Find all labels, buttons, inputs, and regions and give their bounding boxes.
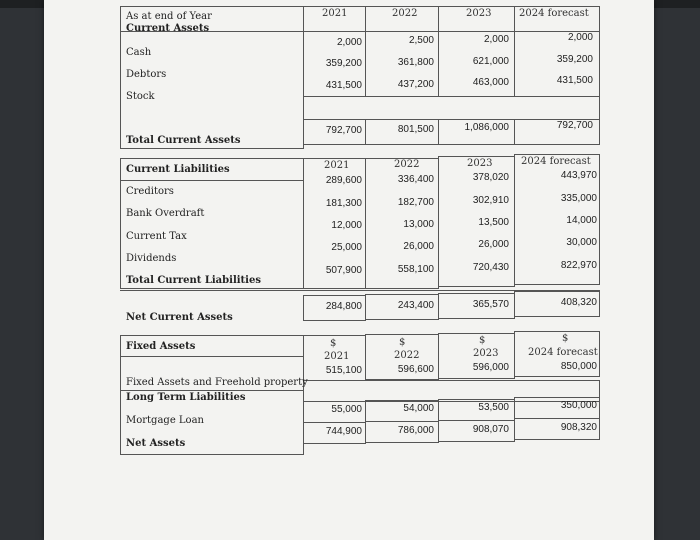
creditors-2022: 336,400: [397, 174, 434, 185]
current-tax-label: Current Tax: [126, 231, 187, 242]
current-liabilities-heading: Current Liabilities: [126, 164, 230, 175]
fixed-assets-heading: Fixed Assets: [126, 341, 196, 352]
total-current-liabilities-2024: 822,970: [560, 260, 597, 271]
bank-overdraft-2023: 302,910: [472, 195, 509, 206]
creditors-2024: 443,970: [560, 170, 597, 181]
as-at-end-of-year-label: As at end of Year: [126, 11, 212, 22]
dividends-2021: 25,000: [331, 242, 362, 253]
current-tax-2023: 13,500: [478, 217, 509, 228]
net-assets-2021: 744,900: [325, 426, 362, 437]
mortgage-loan-label: Mortgage Loan: [126, 415, 204, 426]
bank-overdraft-2021: 181,300: [325, 198, 362, 209]
total-current-assets-2024: 792,700: [556, 120, 593, 131]
dividends-2022: 26,000: [403, 241, 434, 252]
cash-2021: 2,000: [336, 37, 362, 48]
net-assets-2024: 908,320: [560, 422, 597, 433]
dividends-2023: 26,000: [478, 239, 509, 250]
net-assets-2023: 908,070: [472, 424, 509, 435]
cl-bottom-rule: [120, 290, 600, 291]
fa-divider2: [120, 390, 304, 391]
total-current-assets-2023: 1,086,000: [464, 122, 509, 133]
current-tax-2022: 13,000: [403, 219, 434, 230]
net-current-assets-2023: 365,570: [472, 299, 509, 310]
cl-divider: [120, 180, 304, 181]
creditors-label: Creditors: [126, 186, 174, 197]
creditors-2023: 378,020: [472, 172, 509, 183]
fa-year-2022: 2022: [394, 350, 420, 361]
mortgage-2022: 54,000: [403, 403, 434, 414]
fixed-assets-2024: 850,000: [560, 361, 597, 372]
fixed-assets-freehold-label: Fixed Assets and Freehold property: [126, 377, 308, 388]
net-current-assets-2024: 408,320: [560, 297, 597, 308]
total-current-liabilities-2023: 720,430: [472, 262, 509, 273]
cash-label: Cash: [126, 47, 152, 58]
stock-label: Stock: [126, 91, 155, 102]
total-current-assets-2021: 792,700: [325, 125, 362, 136]
year-2024-forecast: 2024 forecast: [519, 8, 589, 19]
debtors-2022: 361,800: [397, 57, 434, 68]
cell-spacer: [303, 96, 600, 120]
stock-2023: 463,000: [472, 77, 509, 88]
mortgage-2021: 55,000: [331, 404, 362, 415]
cash-2023: 2,000: [483, 34, 509, 45]
current-assets-heading: Current Assets: [126, 23, 210, 34]
year-2022: 2022: [392, 8, 418, 19]
total-current-assets-label: Total Current Assets: [126, 135, 241, 146]
cash-2024: 2,000: [567, 32, 593, 43]
debtors-label: Debtors: [126, 69, 167, 80]
mortgage-2024: 350,000: [560, 400, 597, 411]
total-current-liabilities-label: Total Current Liabilities: [126, 275, 261, 286]
creditors-2021: 289,600: [325, 175, 362, 186]
fa-currency-2023: $: [479, 335, 486, 346]
dividends-label: Dividends: [126, 253, 177, 264]
debtors-2024: 359,200: [556, 54, 593, 65]
fa-currency-2022: $: [399, 337, 406, 348]
bank-overdraft-2024: 335,000: [560, 193, 597, 204]
fixed-assets-2023: 596,000: [472, 362, 509, 373]
net-current-assets-label: Net Current Assets: [126, 312, 233, 323]
net-current-assets-2022: 243,400: [397, 300, 434, 311]
fa-currency-2021: $: [330, 338, 337, 349]
bank-overdraft-label: Bank Overdraft: [126, 208, 205, 219]
debtors-2023: 621,000: [472, 56, 509, 67]
total-current-assets-2022: 801,500: [397, 124, 434, 135]
cl-year-2023: 2023: [467, 158, 493, 169]
net-current-assets-2021: 284,800: [325, 301, 362, 312]
stock-2022: 437,200: [397, 79, 434, 90]
cash-2022: 2,500: [408, 35, 434, 46]
debtors-2021: 359,200: [325, 58, 362, 69]
stock-2024: 431,500: [556, 75, 593, 86]
cl-year-2024-forecast: 2024 forecast: [521, 156, 591, 167]
stock-2021: 431,500: [325, 80, 362, 91]
cl-year-2021: 2021: [324, 160, 350, 171]
mortgage-2023: 53,500: [478, 402, 509, 413]
bank-overdraft-2022: 182,700: [397, 197, 434, 208]
total-current-liabilities-2021: 507,900: [325, 265, 362, 276]
fa-divider: [120, 356, 304, 357]
cl-year-2022: 2022: [394, 159, 420, 170]
year-2021: 2021: [322, 8, 348, 19]
long-term-liabilities-heading: Long Term Liabilities: [126, 392, 246, 403]
fa-year-2021: 2021: [324, 351, 350, 362]
fixed-assets-2021: 515,100: [325, 365, 362, 376]
current-tax-2024: 14,000: [566, 215, 597, 226]
net-assets-label: Net Assets: [126, 438, 186, 449]
fa-currency-2024: $: [562, 333, 569, 344]
fixed-assets-2022: 596,600: [397, 364, 434, 375]
dividends-2024: 30,000: [566, 237, 597, 248]
cl-labels-cell: [120, 158, 304, 289]
year-2023: 2023: [466, 8, 492, 19]
net-assets-2022: 786,000: [397, 425, 434, 436]
fa-year-2023: 2023: [473, 348, 499, 359]
total-current-liabilities-2022: 558,100: [397, 264, 434, 275]
fa-year-2024-forecast: 2024 forecast: [528, 347, 598, 358]
current-tax-2021: 12,000: [331, 220, 362, 231]
